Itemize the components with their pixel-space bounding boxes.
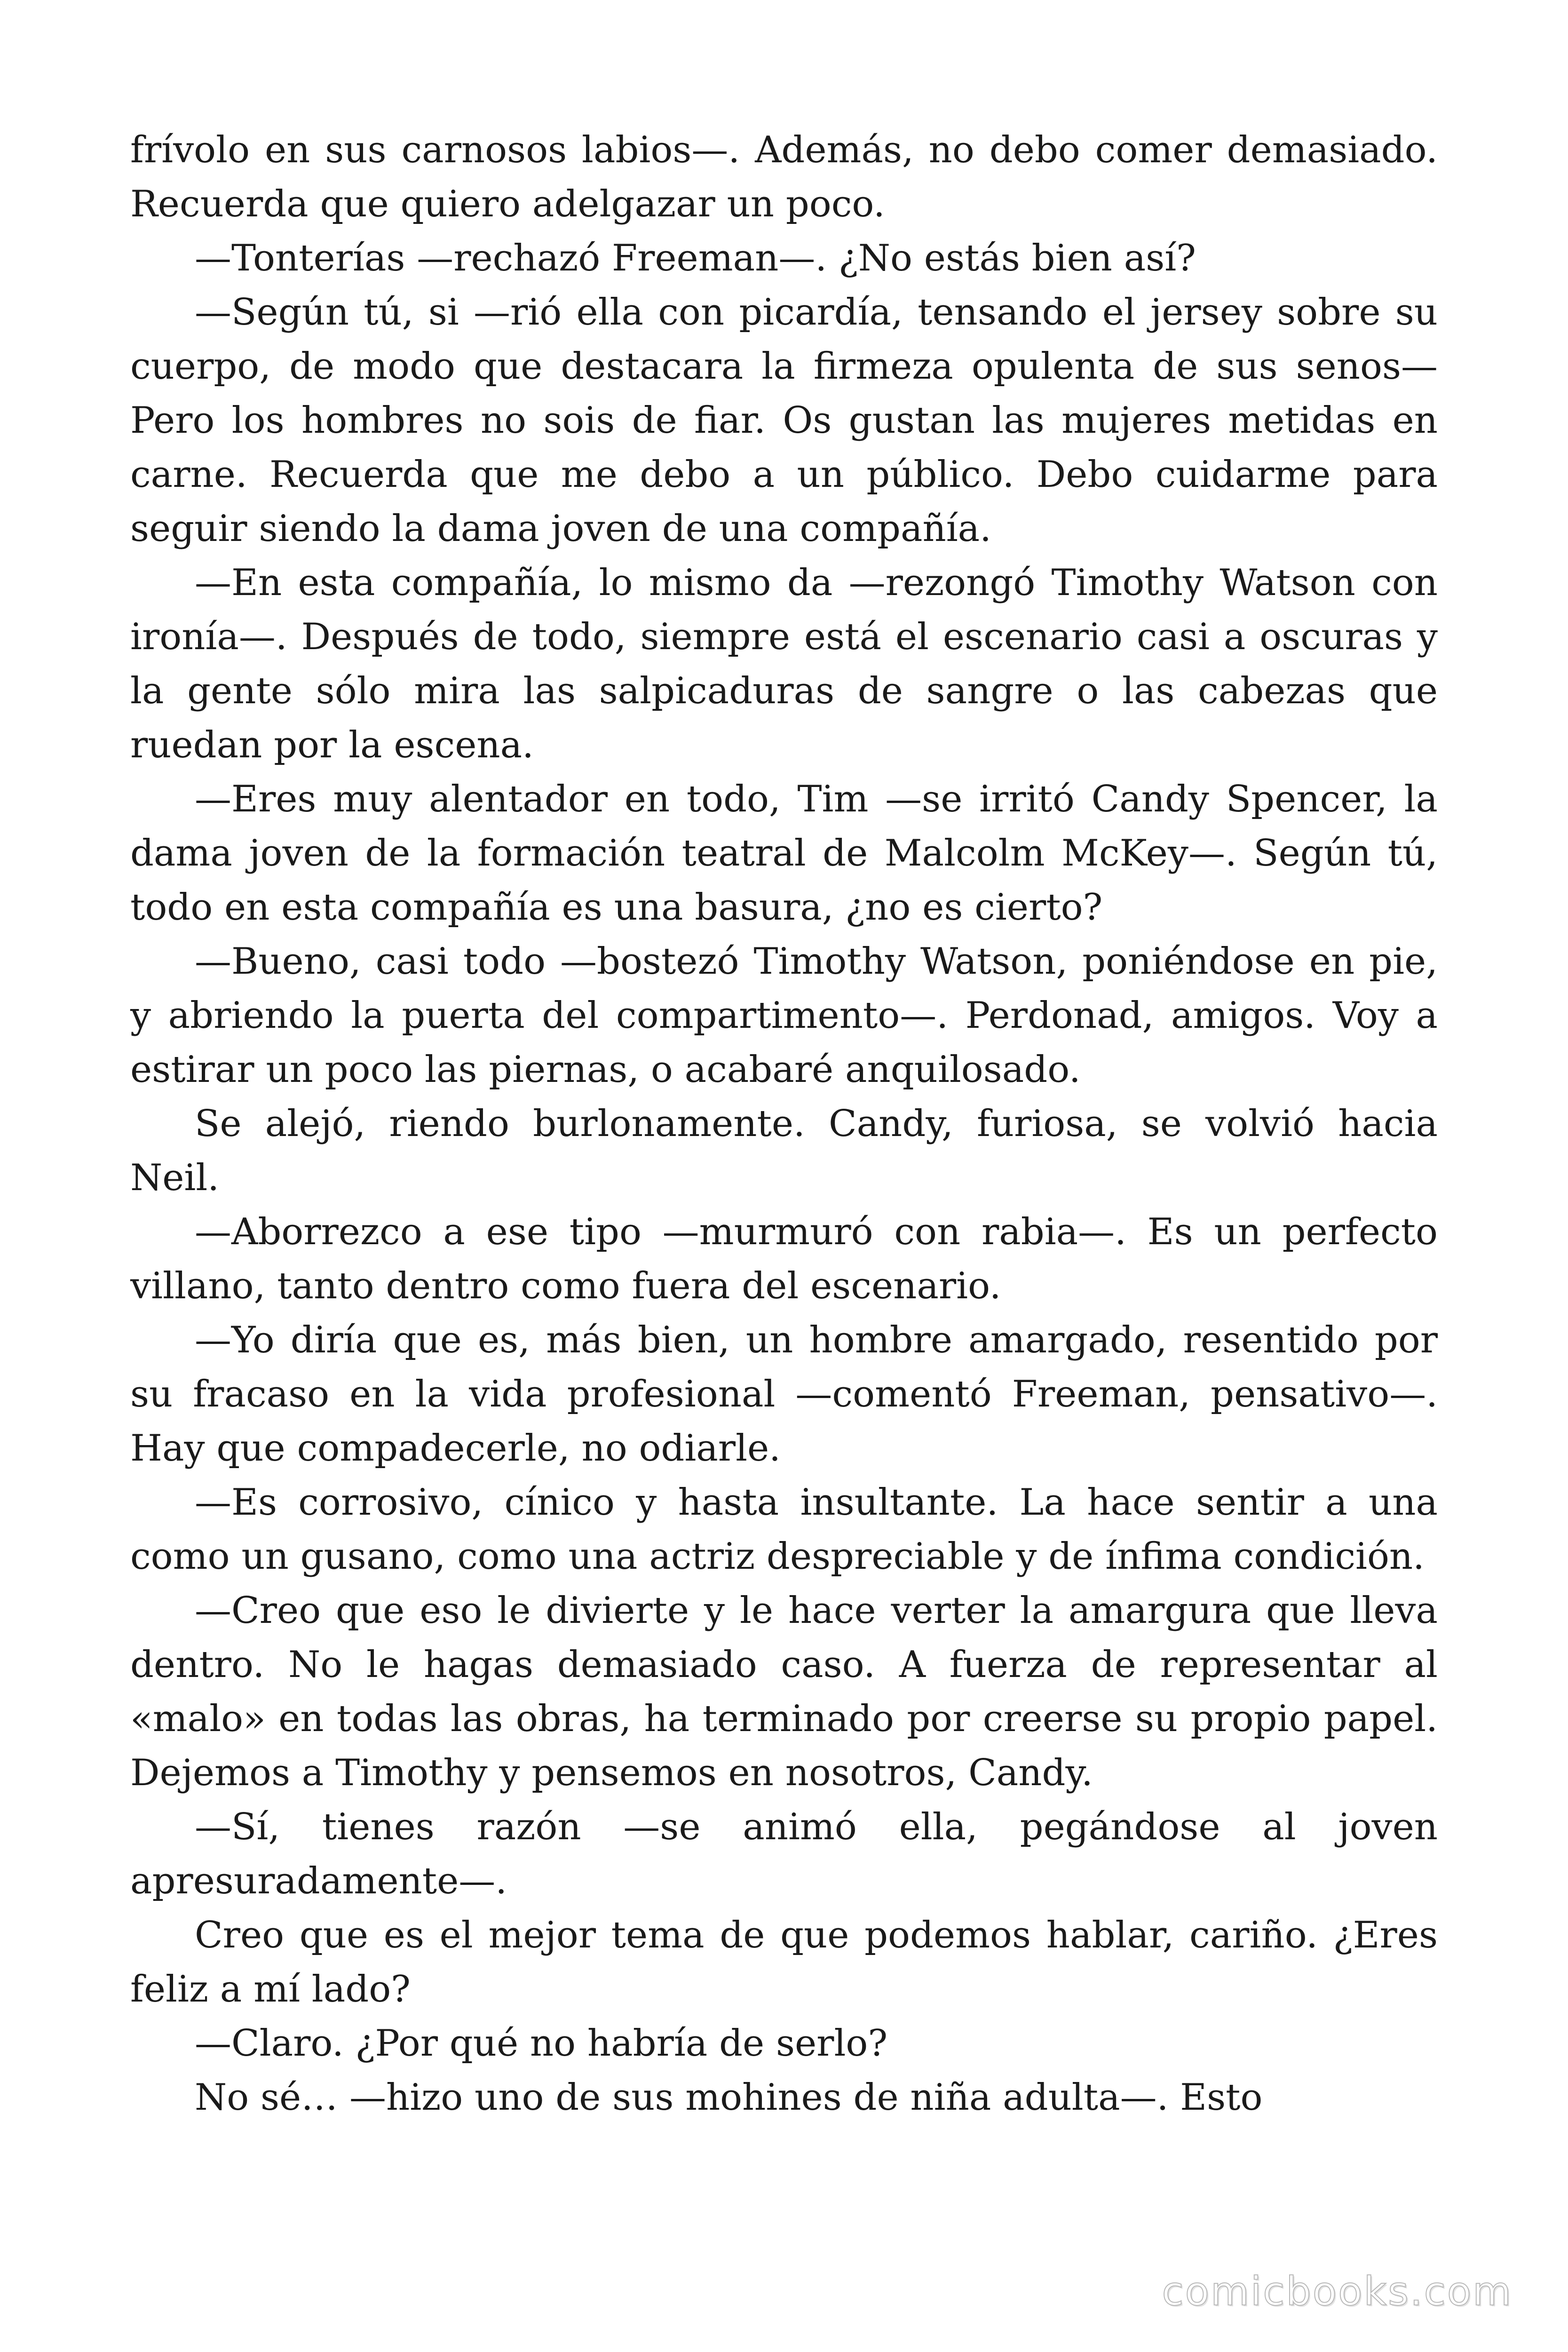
paragraph-10: —Es corrosivo, cínico y hasta insultante. La hace sentir a una como un gusano, como una actriz despreciable y de ínfima condición. (130, 1481, 1438, 1578)
paragraph-9: —Yo diría que es, más bien, un hombre amargado, resentido por su fracaso en la vida profesional —comentó Freeman, pensativo—. Hay que compadecerle, no odiarle. (130, 1319, 1438, 1470)
paragraph-11: —Creo que eso le divierte y le hace verter la amargura que lleva dentro. No le hagas demasiado caso. A fuerza de representar al «malo» en todas las obras, ha terminado por creerse su propio papel. Dejemos a Timothy y pensemos en nosotros, Candy. (130, 1589, 1438, 1794)
paragraph-8: —Aborrezco a ese tipo —murmuró con rabia—. Es un perfecto villano, tanto dentro como fuera del escenario. (130, 1211, 1438, 1307)
paragraph-1: frívolo en sus carnosos labios—. Además, no debo comer demasiado. Recuerda que quiero adelgazar un poco. (130, 129, 1438, 225)
paragraph-6: —Bueno, casi todo —bostezó Timothy Watson, poniéndose en pie, y abriendo la puerta del compartimento—. Perdonad, amigos. Voy a estirar un poco las piernas, o acabaré anquilosado. (130, 940, 1438, 1091)
paragraph-3: —Según tú, si —rió ella con picardía, tensando el jersey sobre su cuerpo, de modo que destacara la firmeza opulenta de sus senos— Pero los hombres no sois de fiar. Os gustan las mujeres metidas en carne. Recuerda que me debo a un público. Debo cuidarme para seguir siendo la dama joven de una compañía. (130, 291, 1438, 550)
paragraph-4: —En esta compañía, lo mismo da —rezongó Timothy Watson con ironía—. Después de todo, siempre está el escenario casi a oscuras y la gente sólo mira las salpicaduras de sangre o las cabezas que ruedan por la escena. (130, 562, 1438, 766)
paragraph-2: —Tonterías —rechazó Freeman—. ¿No estás bien así? (195, 237, 1196, 279)
watermark: comicbooks.com (1162, 2268, 1513, 2314)
paragraph-5: —Eres muy alentador en todo, Tim —se irritó Candy Spencer, la dama joven de la formación teatral de Malcolm McKey—. Según tú, todo en esta compañía es una basura, ¿no es cierto? (130, 778, 1438, 929)
paragraph-14: —Claro. ¿Por qué no habría de serlo? (195, 2022, 888, 2065)
paragraph-13: Creo que es el mejor tema de que podemos hablar, cariño. ¿Eres feliz a mí lado? (130, 1914, 1438, 2010)
paragraph-12: —Sí, tienes razón —se animó ella, pegándose al joven apresuradamente—. (130, 1806, 1438, 1902)
paragraph-15: No sé… —hizo uno de sus mohines de niña adulta—. Esto (195, 2076, 1263, 2119)
page-body-text (130, 123, 1438, 2125)
paragraph-7: Se alejó, riendo burlonamente. Candy, furiosa, se volvió hacia Neil. (130, 1103, 1438, 1199)
